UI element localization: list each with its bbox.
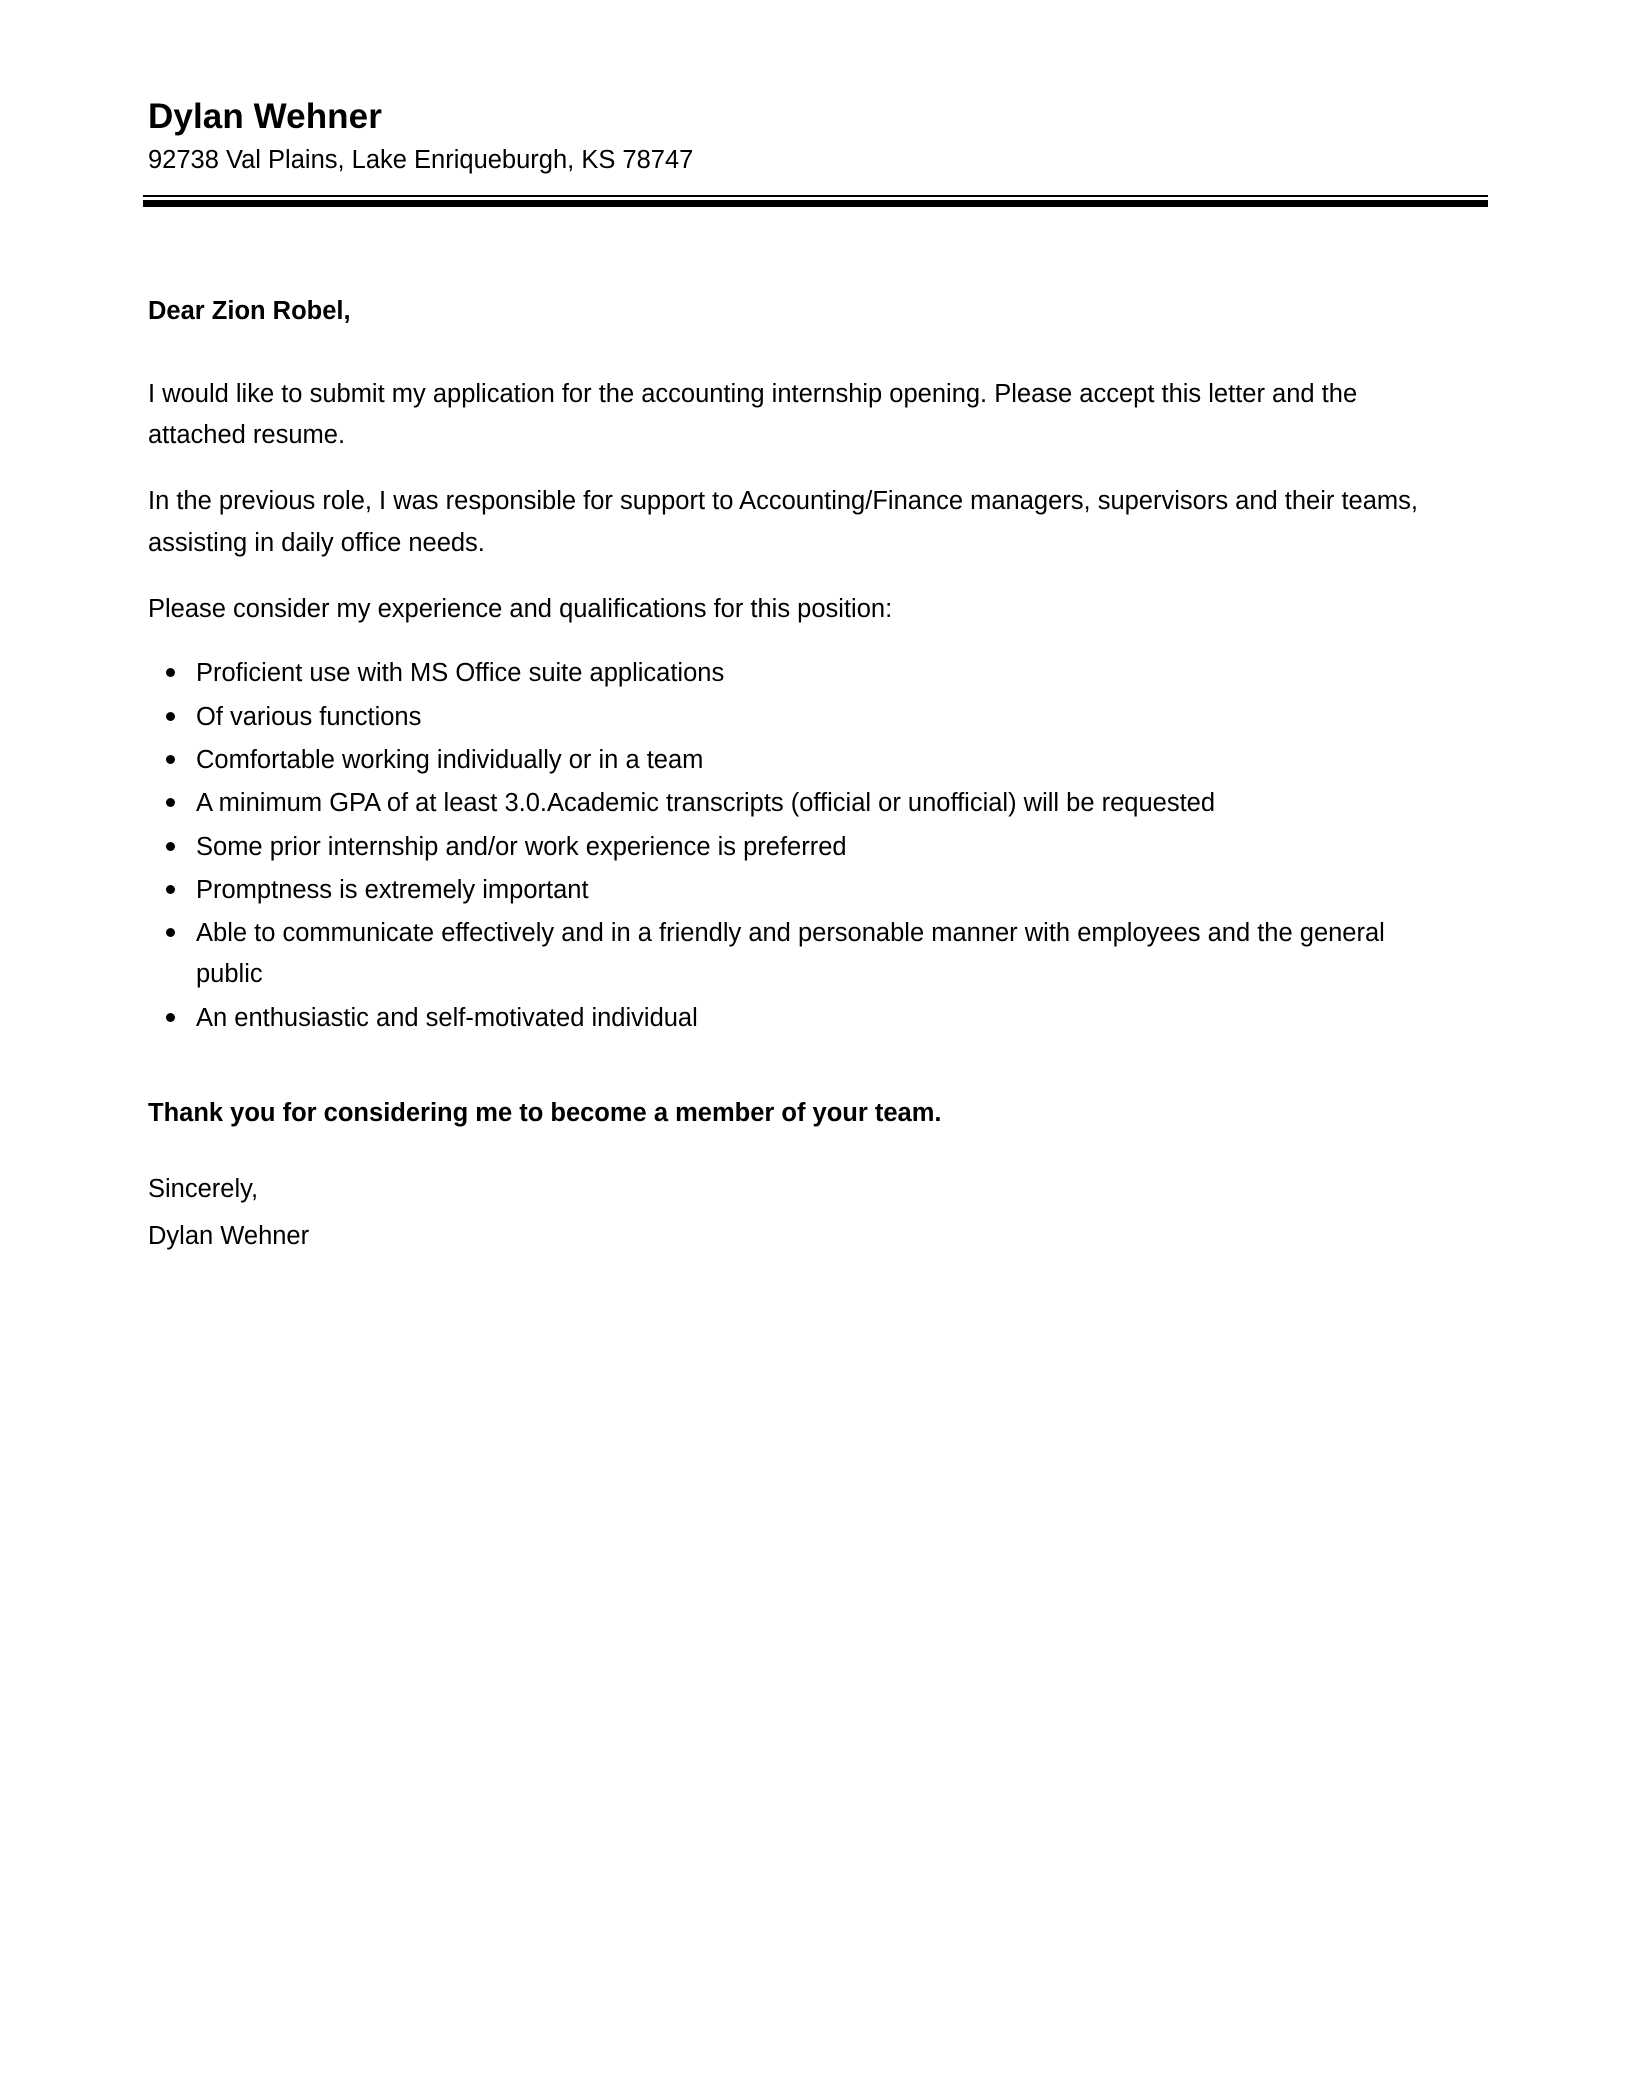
bullet-point-icon <box>166 928 175 937</box>
body-paragraph-3: Please consider my experience and qualifications for this position: <box>148 595 893 624</box>
list-item-label: An enthusiastic and self-motivated individual <box>196 1003 698 1032</box>
list-item <box>148 870 1458 911</box>
divider-thick-line <box>143 200 1488 207</box>
list-item <box>148 697 1458 738</box>
closing-statement: Thank you for considering me to become a member of your team. <box>148 1099 942 1128</box>
list-item-label: Comfortable working individually or in a team <box>196 745 704 774</box>
bullet-point-icon <box>166 885 175 894</box>
list-item <box>148 740 1458 781</box>
signature-name: Dylan Wehner <box>148 1221 310 1250</box>
list-item-label: Promptness is extremely important <box>196 875 589 904</box>
list-item-label: Proficient use with MS Office suite applications <box>196 659 725 688</box>
list-item <box>148 653 1458 694</box>
list-item <box>148 783 1458 824</box>
bullet-point-icon <box>166 1013 175 1022</box>
bullet-point-icon <box>166 755 175 764</box>
list-item <box>148 913 1458 996</box>
sign-off: Sincerely, <box>148 1175 259 1204</box>
sender-address: 92738 Val Plains, Lake Enriqueburgh, KS 78747 <box>148 146 694 175</box>
list-item-label: A minimum GPA of at least 3.0.Academic transcripts (official or unofficial) will be requested <box>196 789 1216 818</box>
bullet-point-icon <box>166 798 175 807</box>
list-item <box>148 998 1458 1039</box>
list-item-label: Of various functions <box>196 702 422 731</box>
sender-name: Dylan Wehner <box>148 97 382 136</box>
list-item-label: Some prior internship and/or work experience is preferred <box>196 832 847 861</box>
letter-body <box>148 293 1484 1255</box>
bullet-point-icon <box>166 668 175 677</box>
header-divider <box>143 195 1488 207</box>
body-paragraph-1: I would like to submit my application for the accounting internship opening. Please accept this letter and the attached resume. <box>148 379 1358 450</box>
document-content <box>148 0 1484 1255</box>
bullet-point-icon <box>166 712 175 721</box>
list-item <box>148 827 1458 868</box>
qualifications-list <box>148 653 1484 1039</box>
list-item-label: Able to communicate effectively and in a friendly and personable manner with employees and the general public <box>196 919 1385 989</box>
bullet-point-icon <box>166 842 175 851</box>
letterhead <box>148 0 1484 176</box>
salutation: Dear Zion Robel, <box>148 296 351 325</box>
body-paragraph-2: In the previous role, I was responsible for support to Accounting/Finance managers, supervisors and their teams, assisting in daily office needs. <box>148 487 1418 557</box>
